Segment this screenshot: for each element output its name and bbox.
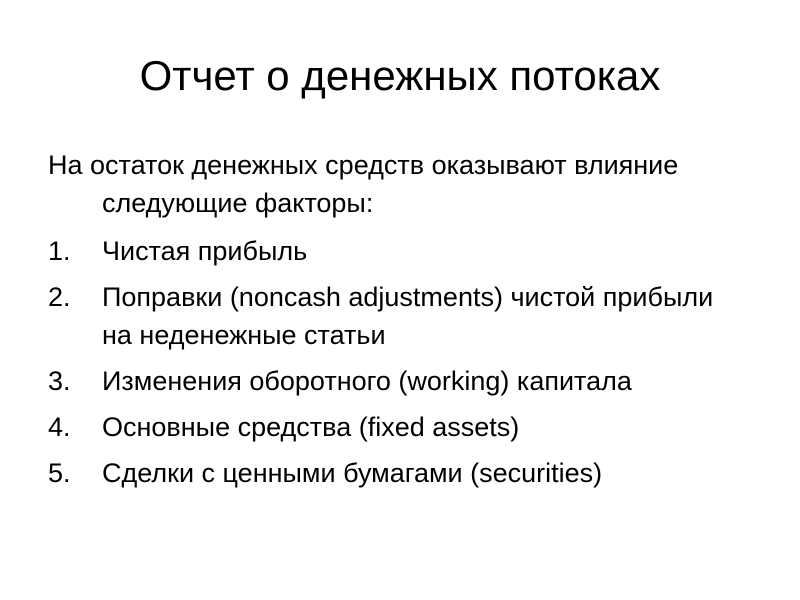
list-item-number: 4. — [48, 412, 71, 442]
list-item-text: Основные средства (fixed assets) — [102, 412, 520, 442]
list-item-text: Сделки с ценными бумагами (securities) — [102, 458, 603, 488]
list-item — [48, 232, 738, 270]
list-item-number: 1. — [48, 236, 71, 266]
list-item — [48, 454, 738, 492]
list-item-text: Изменения оборотного (working) капитала — [102, 366, 632, 396]
list-item-number: 3. — [48, 366, 71, 396]
list-item-number: 5. — [48, 458, 71, 488]
list-item — [48, 408, 738, 446]
slide-title: Отчет о денежных потоках — [139, 52, 661, 99]
intro-text: На остаток денежных средств оказывают влияние следующие факторы: — [48, 150, 679, 218]
factor-list — [48, 232, 738, 492]
slide-body — [48, 146, 738, 500]
list-item-text: Поправки (noncash adjustments) чистой прибыли на неденежные статьи — [102, 282, 714, 350]
list-item-text: Чистая прибыль — [102, 236, 308, 266]
list-item — [48, 362, 738, 400]
list-item-number: 2. — [48, 282, 71, 312]
list-item — [48, 278, 738, 354]
